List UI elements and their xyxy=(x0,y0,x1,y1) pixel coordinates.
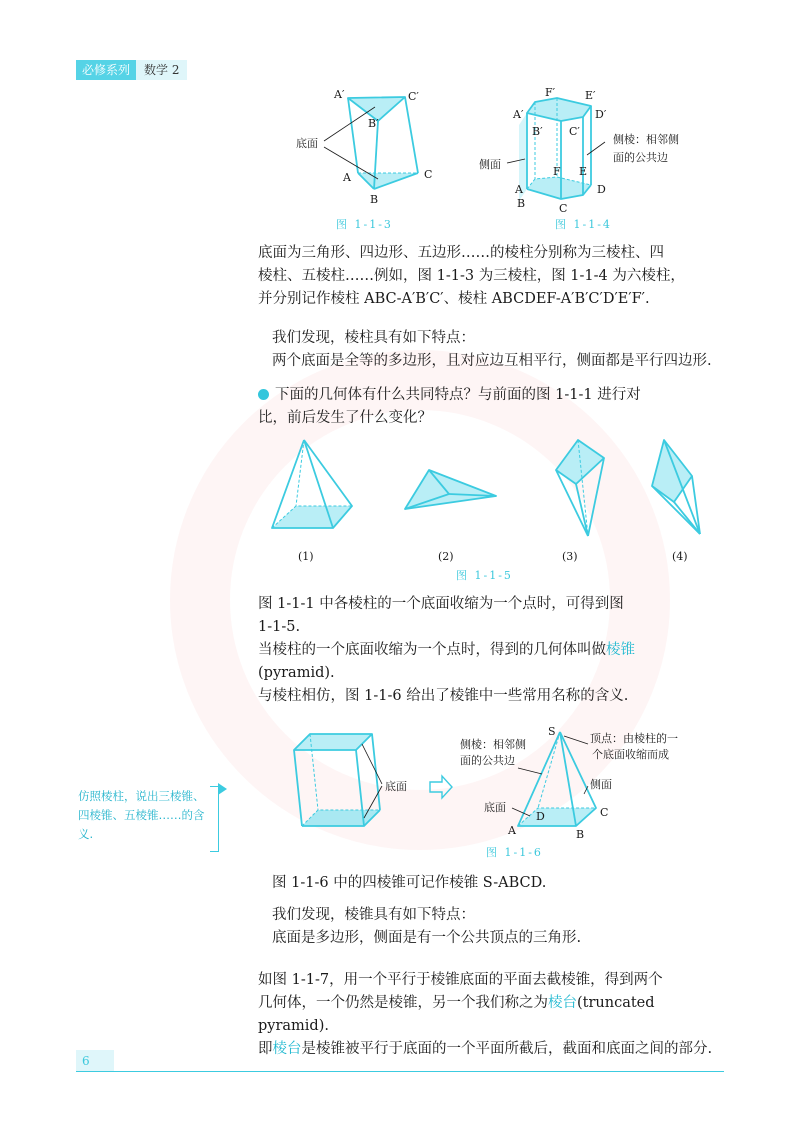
figure-1-1-5 xyxy=(260,432,720,582)
vertex-b: B xyxy=(517,197,526,210)
left-prism xyxy=(294,734,407,826)
vertex-b1: B′ xyxy=(368,117,379,130)
bullet-icon xyxy=(258,389,269,400)
label-edge-line1: 侧棱：相邻侧 xyxy=(613,133,679,146)
pointer-bottom xyxy=(324,147,378,179)
transform-arrow-icon xyxy=(430,776,452,798)
label-2: (2) xyxy=(438,550,454,563)
question-block xyxy=(258,384,728,430)
vertex-e: E xyxy=(579,165,588,178)
vertex-s: S xyxy=(548,725,556,738)
vertex-e1: E′ xyxy=(585,89,596,102)
question-line2: 比，前后发生了什么变化？ xyxy=(258,410,432,426)
text-line: 底面是多边形，侧面是有一个公共顶点的三角形. xyxy=(272,930,582,946)
vertex-f: F xyxy=(553,165,561,178)
label-edge-line2: 面的公共边 xyxy=(460,754,515,767)
header-tag xyxy=(76,60,187,80)
footer-divider xyxy=(76,1071,724,1072)
caption: 图 1-1-6 xyxy=(486,846,543,859)
vertex-a: A xyxy=(343,171,351,184)
text-line: 棱柱、五棱柱……例如，图 1-1-3 为三棱柱，图 1-1-4 为六棱柱， xyxy=(258,268,685,284)
text-line: 图 1-1-6 中的四棱锥可记作棱锥 S-ABCD. xyxy=(272,875,547,891)
caption: 图 1-1-5 xyxy=(456,569,513,582)
paragraph-prism-features xyxy=(272,327,732,373)
vertex-b: B xyxy=(576,828,585,841)
margin-note-arrow-icon xyxy=(218,783,227,795)
vertex-c: C xyxy=(600,806,609,819)
paragraph-frustum xyxy=(258,969,728,1061)
solid-1 xyxy=(272,440,352,528)
vertex-c: C xyxy=(424,168,433,181)
vertex-c1: C′ xyxy=(408,90,419,103)
label-edge-line1: 侧棱：相邻侧 xyxy=(460,738,526,751)
vertex-d: D xyxy=(536,810,545,823)
text-line: 1-1-5. xyxy=(258,619,301,635)
vertex-c1: C′ xyxy=(569,125,580,138)
paragraph-pyramid-features xyxy=(272,872,732,950)
vertex-d: D xyxy=(597,183,606,196)
vertex-a1: A′ xyxy=(513,108,524,121)
margin-note-bracket xyxy=(210,786,219,852)
text-line: 并分别记作棱柱 ABC-A′B′C′、棱柱 ABCDEF-A′B′C′D′E′F′. xyxy=(258,291,650,307)
label-face: 侧面 xyxy=(479,158,501,171)
vertex-b: B xyxy=(370,193,379,206)
caption: 图 1-1-4 xyxy=(555,218,612,231)
paragraph-prism-types xyxy=(258,242,728,311)
solid-4 xyxy=(652,440,700,534)
subject-label: 数学 2 xyxy=(136,60,187,80)
term-frustum: 棱台 xyxy=(548,995,577,1011)
text-line: 如图 1-1-7，用一个平行于棱锥底面的平面去截棱锥，得到两个 xyxy=(258,972,663,988)
solid-3 xyxy=(556,440,604,536)
vertex-f1: F′ xyxy=(545,86,556,99)
text-line: 即棱台是棱锥被平行于底面的一个平面所截后，截面和底面之间的部分. xyxy=(258,1041,713,1057)
text-line: 几何体，一个仍然是棱锥，另一个我们称之为棱台(truncated pyramid). xyxy=(258,995,655,1034)
text-line: 图 1-1-1 中各棱柱的一个底面收缩为一个点时，可得到图 xyxy=(258,596,624,612)
label-base: 底面 xyxy=(484,801,506,814)
label-edge-line2: 面的公共边 xyxy=(613,151,668,164)
vertex-a: A xyxy=(508,824,516,837)
caption: 图 1-1-3 xyxy=(336,218,393,231)
term-pyramid: 棱锥 xyxy=(606,642,635,658)
text-line: 与棱柱相仿，图 1-1-6 给出了棱锥中一些常用名称的含义. xyxy=(258,688,629,704)
vertex-b1: B′ xyxy=(532,125,543,138)
label-face: 侧面 xyxy=(590,778,612,791)
term-frustum-2: 棱台 xyxy=(272,1041,302,1057)
text-line: 当棱柱的一个底面收缩为一个点时，得到的几何体叫做棱锥 xyxy=(258,642,635,658)
page-number: 6 xyxy=(76,1050,114,1072)
vertex-a1: A′ xyxy=(334,88,345,101)
vertex-a: A xyxy=(515,183,523,196)
solid-2 xyxy=(405,470,496,509)
right-pyramid xyxy=(460,725,678,841)
label-4: (4) xyxy=(672,550,688,563)
text-line: 我们发现，棱锥具有如下特点： xyxy=(272,907,475,923)
label-apex-line2: 个底面收缩而成 xyxy=(592,748,669,761)
pointer-edge xyxy=(587,142,605,155)
text-line: (pyramid). xyxy=(258,665,335,681)
label-3: (3) xyxy=(562,550,578,563)
margin-note: 仿照棱柱，说出三棱锥、四棱锥、五棱锥……的含义. xyxy=(78,789,205,841)
vertex-d1: D′ xyxy=(595,108,607,121)
series-label: 必修系列 xyxy=(76,60,136,80)
paragraph-pyramid-def xyxy=(258,593,728,708)
figure-1-1-6 xyxy=(270,722,730,862)
figure-1-1-4 xyxy=(475,85,715,235)
label-base: 底面 xyxy=(296,137,318,150)
vertex-c: C xyxy=(559,202,568,215)
edge-cc xyxy=(405,97,418,173)
text-line: 我们发现，棱柱具有如下特点： xyxy=(272,330,475,346)
text-line: 底面为三角形、四边形、五边形……的棱柱分别称为三棱柱、四 xyxy=(258,245,664,261)
label-base-left: 底面 xyxy=(385,780,407,793)
label-apex-line1: 顶点：由棱柱的一 xyxy=(590,732,678,745)
label-1: (1) xyxy=(298,550,314,563)
text-line: 两个底面是全等的多边形，且对应边互相平行，侧面都是平行四边形. xyxy=(272,353,712,369)
figure-1-1-3 xyxy=(280,85,460,235)
question-line1: 下面的几何体有什么共同特点？与前面的图 1-1-1 进行对 xyxy=(258,384,728,407)
